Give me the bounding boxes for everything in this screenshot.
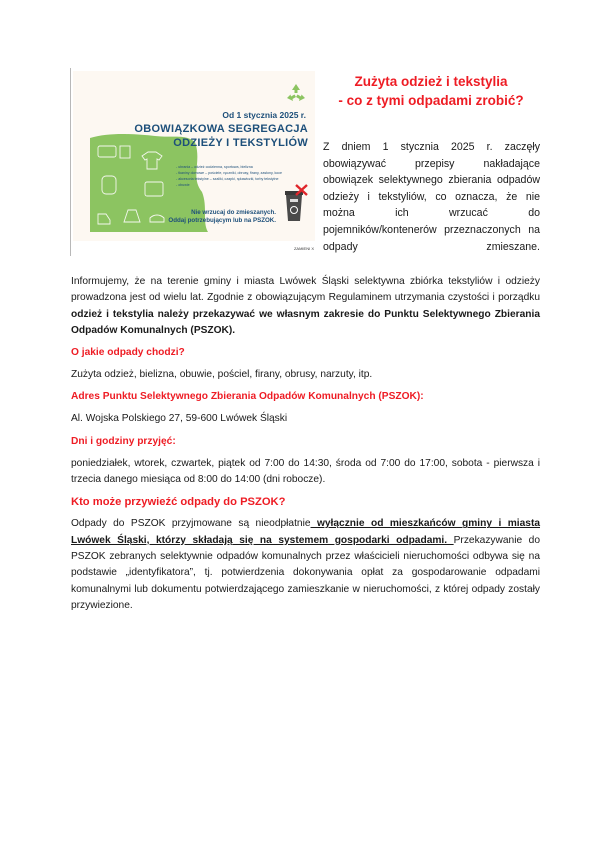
section-heading: Dni i godziny przyjęć:: [71, 435, 176, 447]
eligibility-text-emphasis: wyłącznie od mieszkańców gminy i miasta Lwówek Śląski, którzy składają się na systemem gospodarki odpadami.: [71, 518, 540, 546]
trash-bin-icon: [282, 183, 308, 223]
pszok-address: Al. Wojska Polskiego 27, 59-600 Lwówek Śląski: [71, 413, 288, 425]
title-line: Zużyta odzież i tekstylia: [354, 74, 508, 89]
section-heading: Adres Punktu Selektywnego Zbierania Odpadów Komunalnych (PSZOK):: [71, 391, 424, 403]
poster-list: [176, 164, 282, 188]
section-heading: Kto może przywieźć odpady do PSZOK?: [71, 496, 286, 509]
eligibility-paragraph: [71, 516, 540, 614]
waste-types: Zużyta odzież, bielizna, obuwie, pościel, firany, obrusy, narzuty, itp.: [71, 369, 373, 381]
info-text: Informujemy, że na terenie gminy i miasta Lwówek Śląski selektywna zbiórka tekstyliów i odzieży prowadzona jest od wielu lat. Zgodnie z obowiązującym Regulaminem utrzymania czystości i porządku: [71, 276, 540, 304]
poster-date: Od 1 stycznia 2025 r.: [222, 110, 306, 120]
eligibility-text: Odpady do PSZOK przyjmowane są nieodpłatnie: [71, 518, 311, 530]
page-title: [322, 72, 540, 110]
poster-cta: Nie wrzucaj do zmieszanych.: [191, 209, 276, 216]
section-heading: O jakie odpady chodzi?: [71, 347, 185, 359]
recycle-icon: [284, 82, 308, 106]
main-content: [71, 274, 540, 614]
divider-line: [70, 68, 71, 256]
poster-brand: ZAMIENI X: [293, 246, 314, 251]
poster-heading: ODZIEŻY I TEKSTYLIÓW: [173, 137, 308, 149]
poster-list-item: - tkaniny domowe – pościele, ręczniki, obrusy, firany, zasłony, koce: [176, 171, 283, 175]
intro-paragraph: Z dniem 1 stycznia 2025 r. zaczęły obowiązywać przepisy nakładające obowiązek selektywnego zbierania odpadów odzieży i tekstyliów, co oznacza, że nie można ich wrzucać do pojemników/kontenerów przeznaczonych na odpady zmieszane.: [323, 141, 540, 253]
poster-cta: Oddaj potrzebującym lub na PSZOK.: [168, 217, 276, 224]
poster-list-item: - obuwie: [176, 183, 190, 187]
poster-list-item: - akcesoria tekstylne – szaliki, czapki, rękawiczki, torby tekstylne: [176, 177, 279, 181]
eligibility-text: Przekazywanie do PSZOK zebranych selektywnie odpadów komunalnych przez właścicieli nieruchomości odbywa się na podstawie „identyfikatora”, tj. potwierdzenia dokonywania opłat za gospodarowanie odpadami komunalnymi lub dokumentu potwierdzającego zamieszkanie w nieruchomości, z której odpady zostały przywiezione.: [71, 534, 540, 611]
poster-list-item: - ubrania – odzież codzienna, sportowa, bielizna: [176, 165, 253, 169]
title-line: - co z tymi odpadami zrobić?: [338, 93, 524, 108]
poster-heading: OBOWIĄZKOWA SEGREGACJA: [134, 123, 308, 135]
info-paragraph: [71, 274, 540, 339]
info-text-bold: odzież i tekstylia należy przekazywać we własnym zakresie do Punktu Selektywnego Zbierania Odpadów Komunalnych (PSZOK).: [71, 308, 540, 336]
poster-image: [70, 68, 320, 258]
opening-hours: poniedziałek, wtorek, czwartek, piątek od 7:00 do 14:30, środa od 7:00 do 17:00, sobota - pierwsza i trzecia danego miesiąca od 8:00 do 14:00 (dni robocze).: [71, 457, 540, 486]
